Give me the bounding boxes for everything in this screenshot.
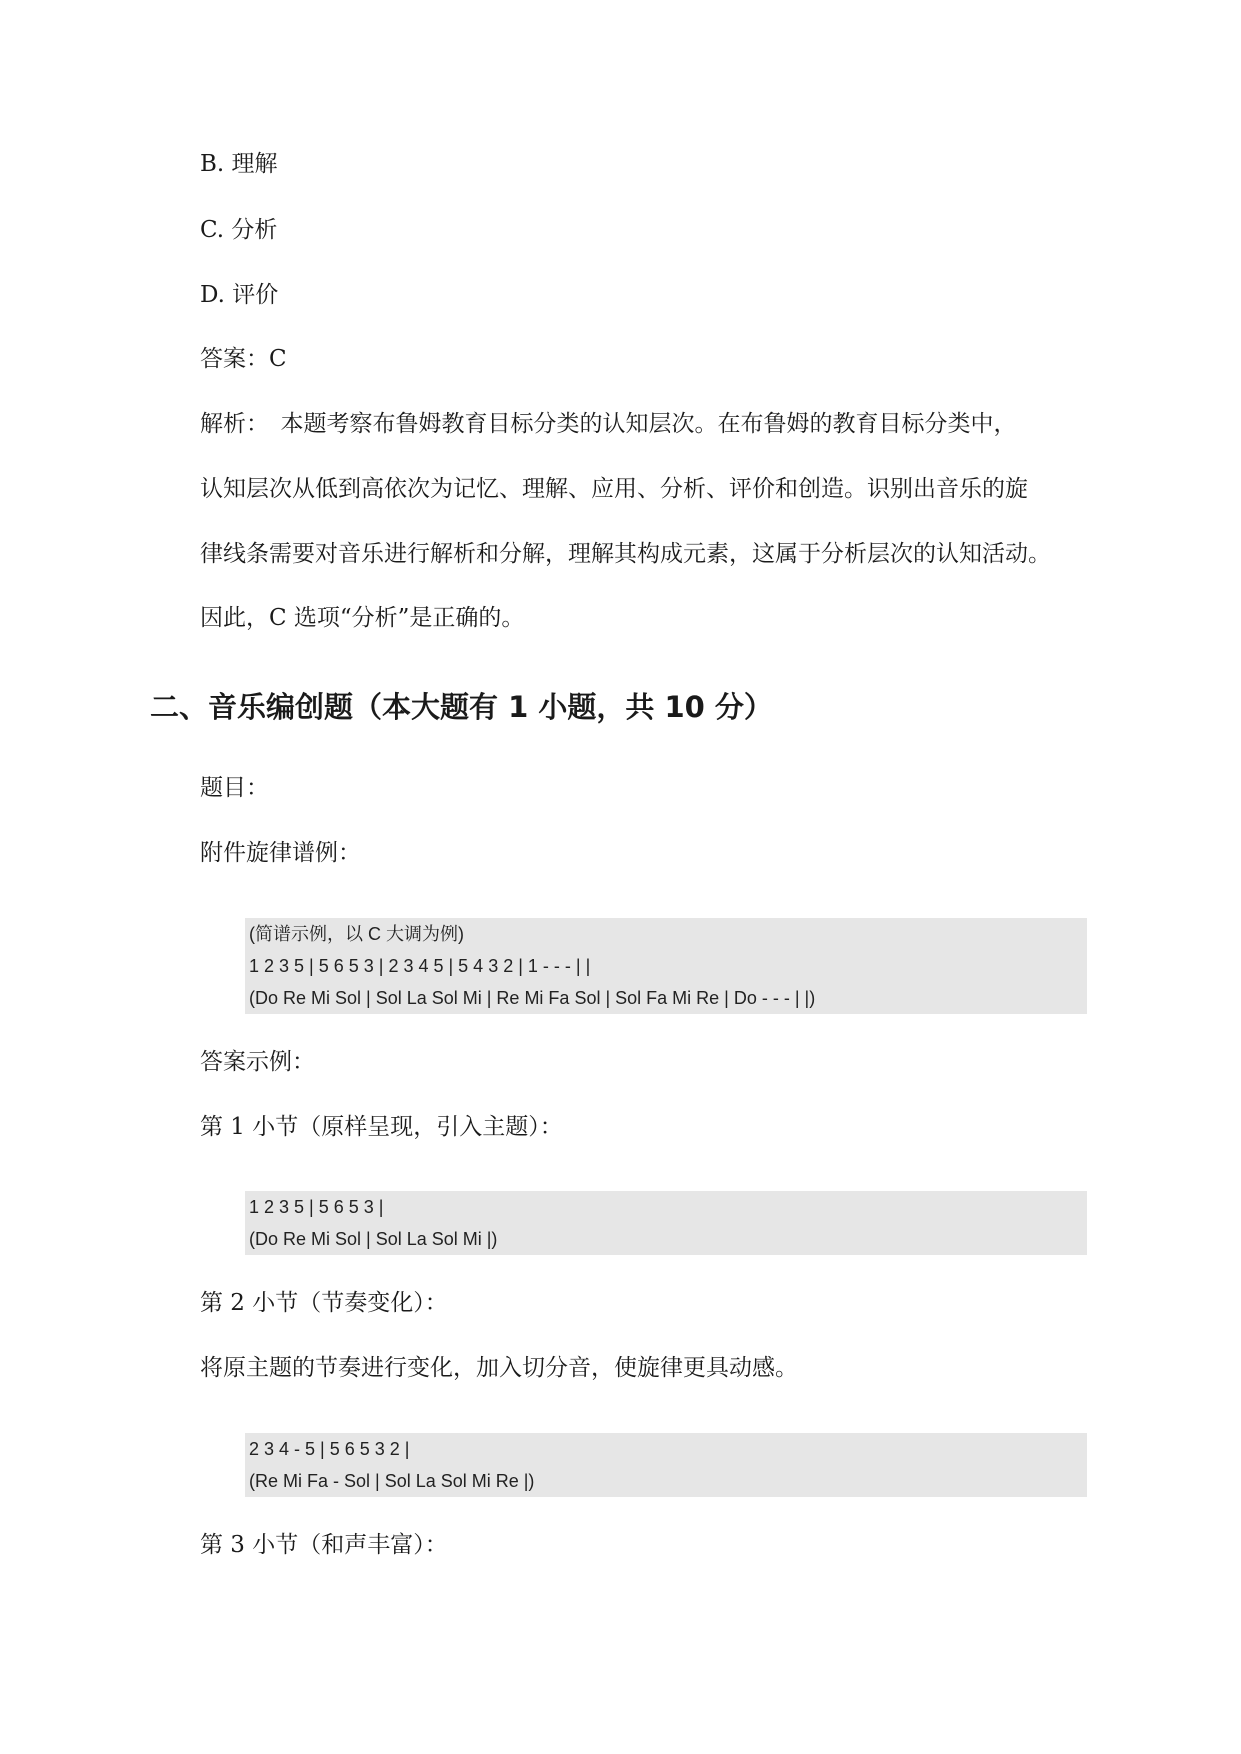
analysis-line-1: 解析： 本题考察布鲁姆教育目标分类的认知层次。在布鲁姆的教育目标分类中， [200, 411, 1017, 437]
score-example-line: (简谱示例，以 C 大调为例) [249, 924, 464, 944]
bar2-code-block [245, 1433, 1087, 1497]
option-b: B. 理解 [200, 151, 278, 177]
bar1-label: 第 1 小节（原样呈现，引入主题）： [200, 1114, 563, 1140]
question-label: 题目： [200, 775, 269, 801]
bar3-label: 第 3 小节（和声丰富）： [200, 1532, 448, 1558]
answer-example-label: 答案示例： [200, 1049, 315, 1075]
score-example-line: 1 2 3 5 | 5 6 5 3 | 2 3 4 5 | 5 4 3 2 | 1 - - - | | [249, 956, 591, 976]
score-example-block [245, 918, 1087, 1014]
score-example-line: (Do Re Mi Sol | Sol La Sol Mi | Re Mi Fa Sol | Sol Fa Mi Re | Do - - - | |) [249, 988, 816, 1008]
bar2-label: 第 2 小节（节奏变化）： [200, 1290, 448, 1316]
bar1-code-block [245, 1191, 1087, 1255]
bar2-code-line: 2 3 4 - 5 | 5 6 5 3 2 | [249, 1439, 410, 1459]
analysis-line-2: 认知层次从低到高依次为记忆、理解、应用、分析、评价和创造。识别出音乐的旋 [200, 476, 1028, 502]
bar1-code-line: (Do Re Mi Sol | Sol La Sol Mi |) [249, 1229, 498, 1249]
analysis-line-3: 律线条需要对音乐进行解析和分解，理解其构成元素，这属于分析层次的认知活动。 [200, 541, 1051, 567]
answer-line: 答案：C [200, 346, 287, 372]
attachment-label: 附件旋律谱例： [200, 840, 361, 866]
option-d: D. 评价 [200, 282, 279, 308]
bar1-code-line: 1 2 3 5 | 5 6 5 3 | [249, 1197, 384, 1217]
analysis-line-4: 因此，C 选项“分析”是正确的。 [200, 605, 525, 631]
bar2-description: 将原主题的节奏进行变化，加入切分音，使旋律更具动感。 [200, 1355, 798, 1381]
bar2-code-line: (Re Mi Fa - Sol | Sol La Sol Mi Re |) [249, 1471, 535, 1491]
option-c: C. 分析 [200, 217, 278, 243]
section-heading: 二、音乐编创题（本大题有 1 小题，共 10 分） [150, 690, 773, 724]
